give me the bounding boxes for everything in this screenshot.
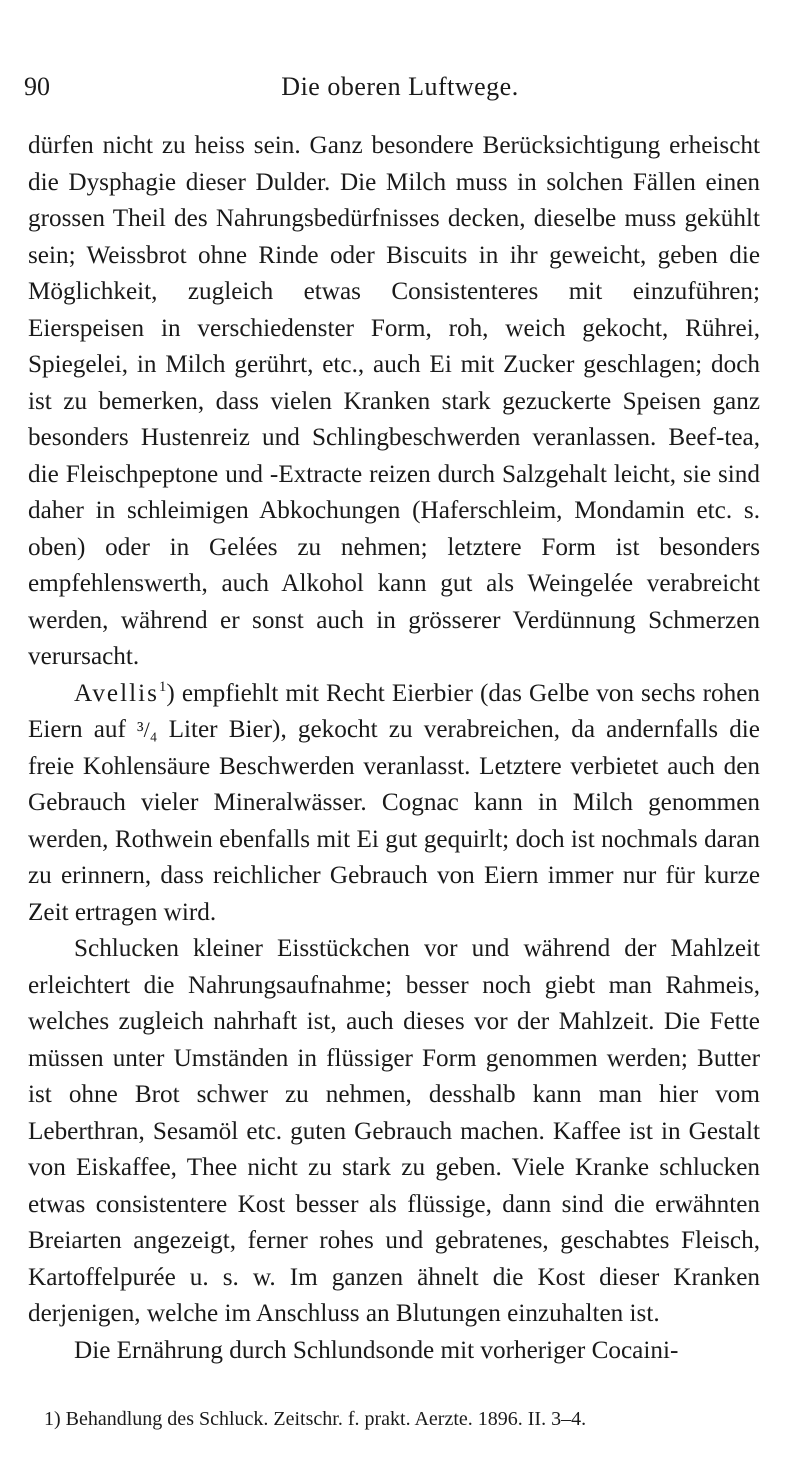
- paragraph-3: Schlucken kleiner Eisstückchen vor und während der Mahlzeit erleichtert die Nahrungsaufnahme; besser noch giebt man Rahmeis, welches zugleich nahrhaft ist, auch dieses vor der Mahlzeit. Die Fette müssen unter Umständen in flüssiger Form genommen werden; Butter ist ohne Brot schwer zu nehmen, desshalb kann man hier vom Leberthran, Sesamöl etc. guten Gebrauch machen. Kaffee ist in Gestalt von Eiskaffee, Thee nicht zu stark zu geben. Viele Kranke schlucken etwas consistentere Kost besser als flüssige, dann sind die erwähnten Breiarten angezeigt, ferner rohes und gebratenes, geschabtes Fleisch, Kartoffelpurée u. s. w. Im ganzen ähnelt die Kost dieser Kranken derjenigen, welche im Anschluss an Blutungen einzuhalten ist.: [28, 935, 760, 1327]
- author-name: Avellis: [74, 679, 159, 707]
- body-text: [28, 128, 760, 1369]
- page-header: [24, 72, 776, 112]
- footnote: 1) Behandlung des Schluck. Zeitschr. f. prakt. Aerzte. 1896. II. 3–4.: [44, 1408, 587, 1430]
- paragraph-2: [28, 676, 760, 932]
- footnote-marker: 1: [158, 678, 167, 695]
- running-title: Die oberen Luftwege.: [281, 72, 519, 101]
- paragraph-2-text-b: Liter Bier), gekocht zu verabreichen, da andernfalls die freie Kohlensäure Beschwerden veranlasst. Letztere verbietet auch den Gebrauch vieler Mineralwässer. Cognac kann in Milch genommen werden, Rothwein ebenfalls mit Ei gut gequirlt; doch ist nochmals daran zu erinnern, dass reichlicher Gebrauch von Eiern immer nur für kurze Zeit ertragen wird.: [28, 716, 760, 926]
- paragraph-2-text-a: ) empfiehlt mit Recht Eierbier (das Gelbe von sechs rohen Eiern auf: [28, 679, 760, 743]
- paragraph-4: Die Ernährung durch Schlundsonde mit vorheriger Cocaini-: [74, 1336, 679, 1364]
- paragraph-1: dürfen nicht zu heiss sein. Ganz besondere Berücksichtigung erheischt die Dysphagie dieser Dulder. Die Milch muss in solchen Fällen einen grossen Theil des Nahrungsbedürfnisses decken, dieselbe muss gekühlt sein; Weissbrot ohne Rinde oder Biscuits in ihr geweicht, geben die Möglichkeit, zugleich etwas Consistenteres mit einzuführen; Eierspeisen in verschiedenster Form, roh, weich gekocht, Rührei, Spiegelei, in Milch gerührt, etc., auch Ei mit Zucker geschlagen; doch ist zu bemerken, dass vielen Kranken stark gezuckerte Speisen ganz besonders Hustenreiz und Schlingbeschwerden veranlassen. Beef-tea, die Fleischpeptone und -Extracte reizen durch Salzgehalt leicht, sie sind daher in schleimigen Abkochungen (Haferschleim, Mondamin etc. s. oben) oder in Gelées zu nehmen; letztere Form ist besonders empfehlenswerth, auch Alkohol kann gut als Weingelée verabreicht werden, während er sonst auch in grösserer Verdünnung Schmerzen verursacht.: [28, 132, 760, 670]
- page-number: 90: [24, 72, 50, 101]
- fraction: ³/₄: [137, 717, 158, 742]
